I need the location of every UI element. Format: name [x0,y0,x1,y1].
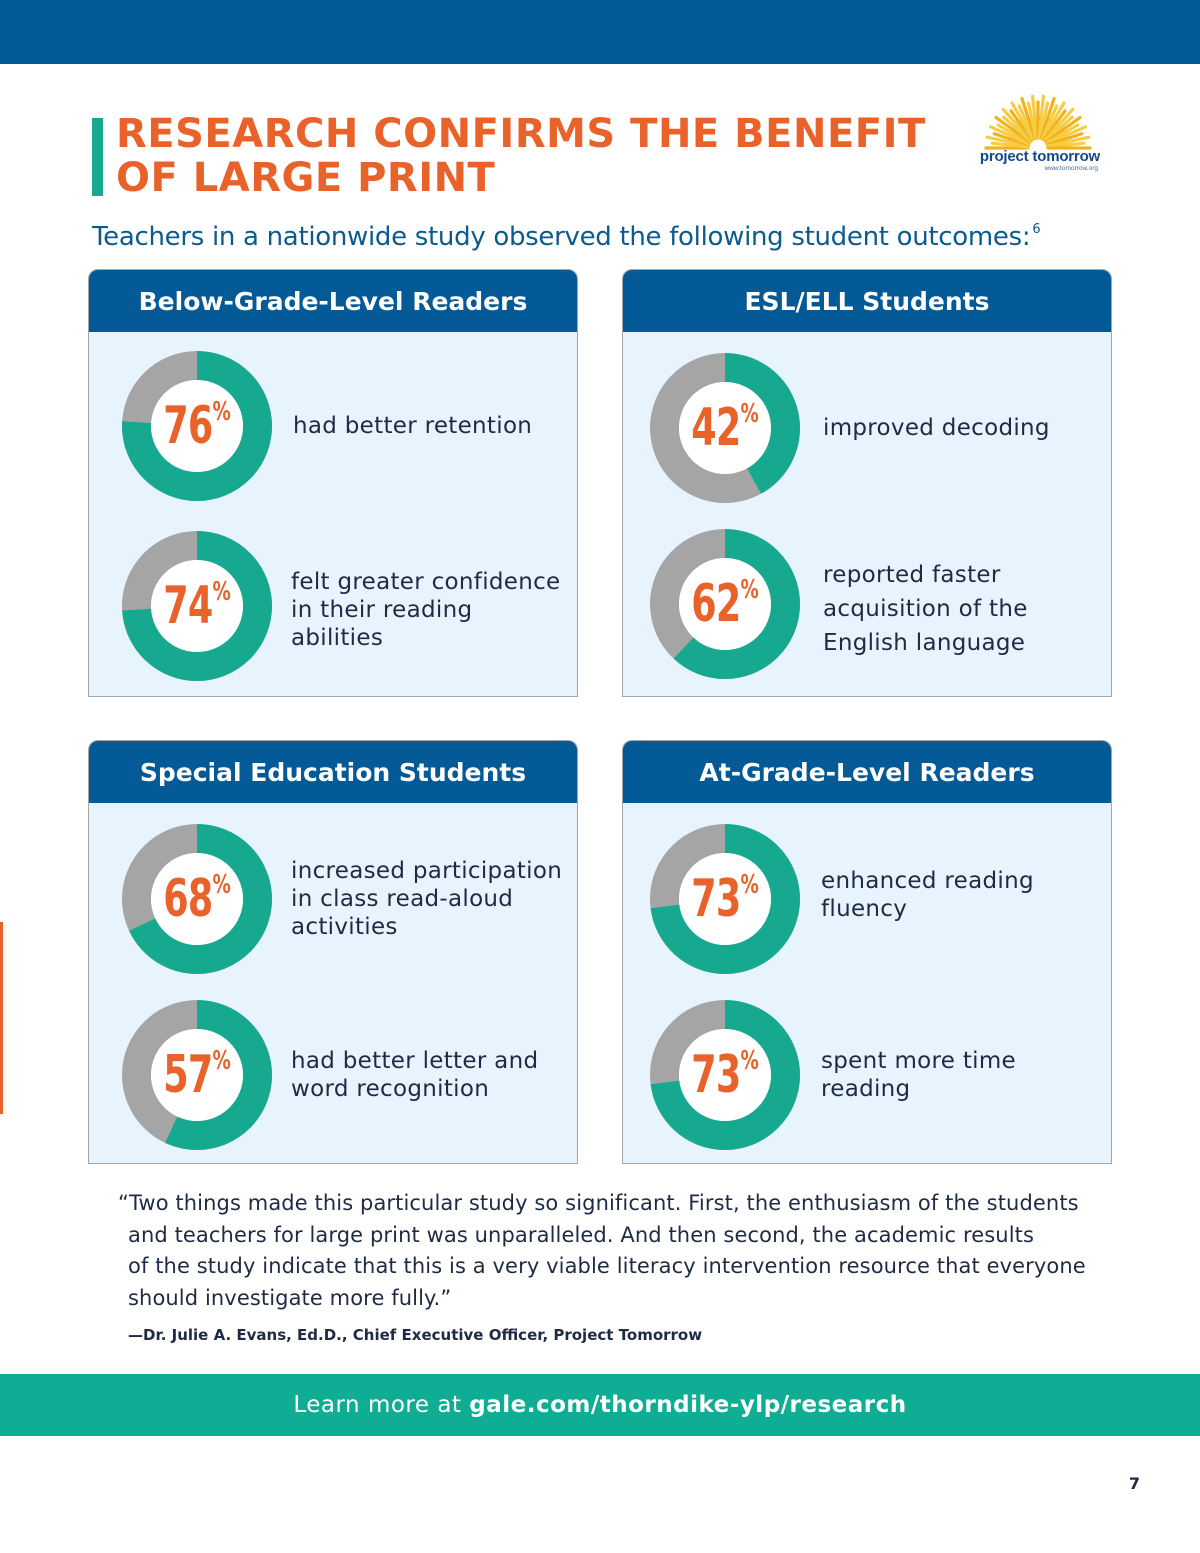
panel-below-grade-level [88,269,578,697]
left-edge-accent [0,922,3,1114]
footer-banner [0,1374,1200,1436]
stat-description: spent more time reading [821,1048,1016,1102]
stat-description: felt greater confidence in their reading abilities [291,569,561,651]
stat-description: enhanced reading fluency [821,868,1034,922]
percent-value [666,999,785,1151]
quote-line: of the study indicate that this is a very viable literacy intervention resource that everyone [128,1254,1086,1278]
percent-sign: % [212,577,231,607]
panel-title: At-Grade-Level Readers [623,741,1111,803]
panel-esl-ell [622,269,1112,697]
percent-number: 76 [163,396,213,456]
percent-value [666,823,785,975]
percent-sign: % [740,399,759,429]
quote-line: “Two things made this particular study so significant. First, the enthusiasm of the students [118,1191,1079,1215]
panel-title: Special Education Students [89,741,577,803]
percent-number: 74 [163,576,213,636]
stat-description: reported faster acquisition of the English language [823,562,1028,656]
percent-value [666,528,785,680]
title-line-1: RESEARCH CONFIRMS THE BENEFIT [116,111,926,157]
percent-number: 62 [691,574,741,634]
panel-special-education [88,740,578,1164]
stat-description: had better letter and word recognition [291,1048,539,1102]
title-accent-bar [92,118,103,196]
stat-description: had better retention [293,413,533,439]
stat-description: improved decoding [823,415,1050,441]
percent-number: 42 [691,398,741,458]
subtitle-footnote: 6 [1032,222,1041,237]
percent-number: 73 [691,1045,741,1105]
testimonial-quote [118,1188,1098,1314]
percent-sign: % [212,397,231,427]
percent-sign: % [740,1046,759,1076]
percent-number: 68 [163,869,213,929]
percent-value [138,350,257,502]
panel-at-grade-level [622,740,1112,1164]
quote-line: should investigate more fully.” [128,1285,452,1310]
panel-title: Below-Grade-Level Readers [89,270,577,332]
percent-number: 73 [691,869,741,929]
page-title [116,112,926,200]
percent-value [138,999,257,1151]
logo-url: www.tomorrow.org [1044,165,1098,172]
logo-name: project tomorrow [979,148,1100,165]
percent-sign: % [740,870,759,900]
quote-attribution: —Dr. Julie A. Evans, Ed.D., Chief Executive Officer, Project Tomorrow [128,1326,703,1344]
research-link[interactable]: gale.com/thorndike-ylp/research [469,1392,907,1418]
percent-value [666,352,785,504]
percent-sign: % [212,1046,231,1076]
title-line-2: OF LARGE PRINT [116,155,496,201]
footer-prefix: Learn more at [293,1392,470,1418]
panel-title: ESL/ELL Students [623,270,1111,332]
percent-sign: % [740,575,759,605]
percent-value [138,530,257,682]
percent-sign: % [212,870,231,900]
percent-number: 57 [163,1045,213,1105]
quote-line: and teachers for large print was unparalleled. And then second, the academic results [128,1222,1035,1247]
percent-value [138,823,257,975]
page-number: 7 [1128,1474,1140,1493]
subtitle-text: Teachers in a nationwide study observed the following student outcomes: [92,222,1031,252]
page-subtitle [92,212,1040,255]
top-banner [0,0,1200,64]
stat-description: increased participation in class read-aloud activities [291,858,563,940]
